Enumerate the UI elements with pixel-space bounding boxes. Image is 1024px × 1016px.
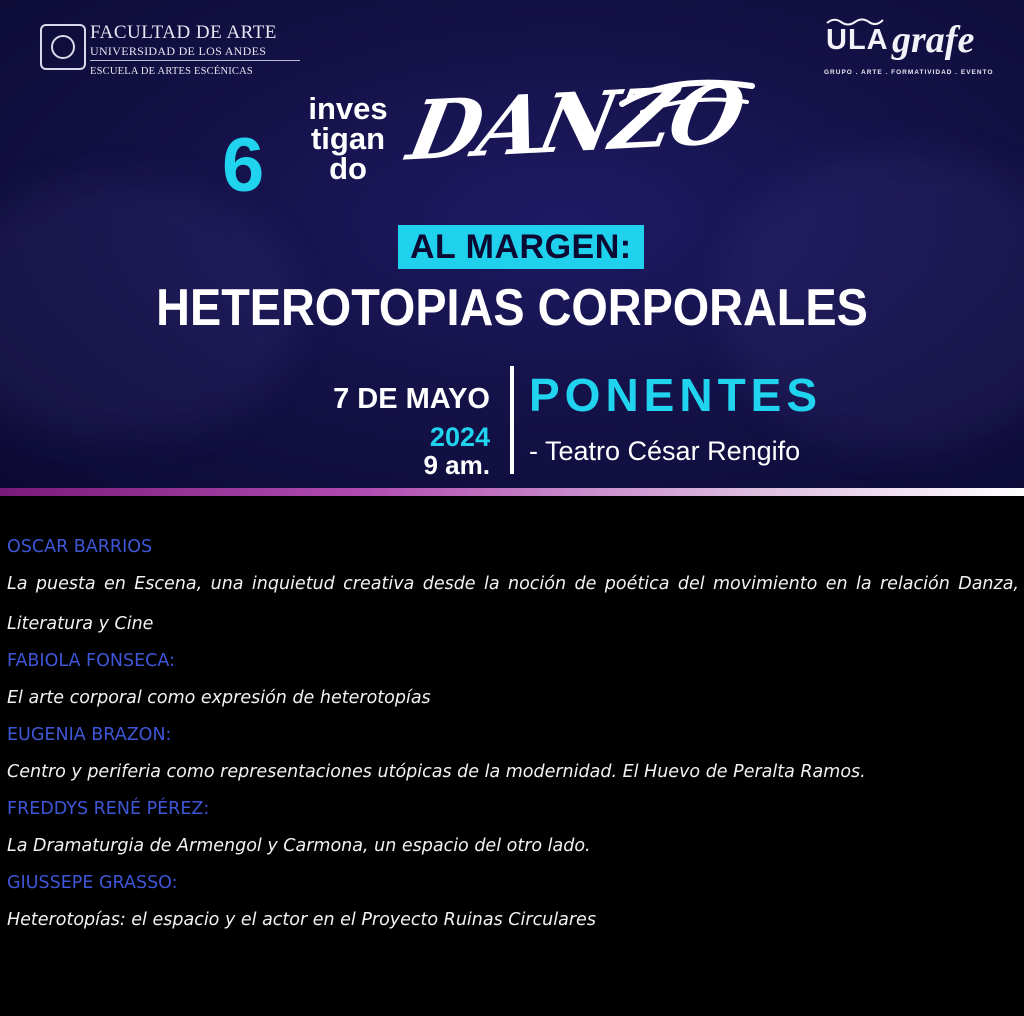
talk-title: Centro y periferia como representaciones utópicas de la modernidad. El Huevo de Peralta Ramos. <box>7 762 866 782</box>
event-banner <box>0 0 1024 490</box>
logo-line-1: FACULTAD DE ARTE <box>90 22 277 43</box>
speaker-name: OSCAR BARRIOS <box>7 537 153 557</box>
speaker-name: EUGENIA BRAZON: <box>7 725 172 745</box>
logo-line-2: UNIVERSIDAD DE LOS ANDES <box>90 44 267 58</box>
logo-divider <box>90 60 300 61</box>
event-title: HETEROTOPIAS CORPORALES <box>156 279 868 337</box>
speaker-name: GIUSSEPE GRASSO: <box>7 873 178 893</box>
speaker-name: FREDDYS RENÉ PÉREZ: <box>7 799 210 819</box>
ponentes-heading: PONENTES <box>529 369 823 421</box>
investigando-line: do <box>329 151 367 186</box>
speaker-item <box>7 530 1019 644</box>
talk-title: La Dramaturgia de Armengol y Carmona, un espacio del otro lado. <box>7 836 591 856</box>
speaker-item <box>7 644 1019 718</box>
event-date: 7 DE MAYO <box>333 383 490 415</box>
ulagrafe-logo <box>822 14 1002 84</box>
facultad-logo <box>40 22 310 82</box>
vertical-divider <box>510 366 514 474</box>
investigando-line: inves <box>308 91 388 126</box>
investigando-line: tigan <box>310 121 386 156</box>
speaker-name: FABIOLA FONSECA: <box>7 651 175 671</box>
event-year: 2024 <box>429 422 490 452</box>
speaker-item <box>7 718 1019 792</box>
university-seal-icon <box>40 24 86 70</box>
investigando-text <box>286 91 410 186</box>
talk-title: El arte corporal como expresión de heterotopías <box>7 688 431 708</box>
event-venue: - Teatro César Rengifo <box>529 436 801 466</box>
speaker-item <box>7 866 1019 940</box>
logo-tagline: GRUPO . ARTE . FORMATIVIDAD . EVENTO <box>824 69 994 76</box>
event-time: 9 am. <box>423 450 490 480</box>
logo-grafe: grafe <box>892 19 975 61</box>
speaker-list <box>7 530 1019 940</box>
edition-number: 6 <box>222 123 265 208</box>
logo-line-3: ESCUELA DE ARTES ESCÉNICAS <box>90 66 253 77</box>
brush-stroke-icon <box>612 64 762 124</box>
talk-title: La puesta en Escena, una inquietud creativa desde la noción de poética del movimiento en la relación Danza, Literatura y Cine <box>7 574 1019 634</box>
speaker-item <box>7 792 1019 866</box>
logo-ula: ULA <box>826 24 889 56</box>
subtitle-badge: AL MARGEN: <box>398 225 644 269</box>
talk-title: Heterotopías: el espacio y el actor en el Proyecto Ruinas Circulares <box>7 910 596 930</box>
danzo-title: DANZO <box>400 66 750 180</box>
gradient-divider <box>0 488 1024 496</box>
